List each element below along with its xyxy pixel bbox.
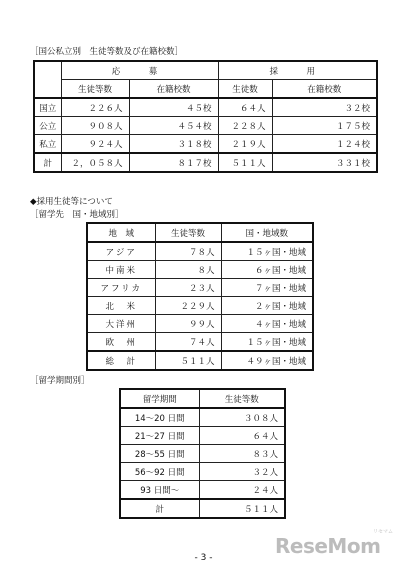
- cell: ３２校: [272, 98, 377, 117]
- table-row: [34, 135, 377, 154]
- countries-cell: ６ヶ国・地域: [221, 261, 313, 279]
- region-cell: アフリカ: [87, 279, 155, 297]
- cell: ４５校: [129, 98, 218, 117]
- header-adoption: 採 用: [218, 61, 377, 80]
- students-cell: ２４人: [199, 481, 285, 500]
- cell: ３３１校: [272, 153, 377, 172]
- logo-small-text: リセマム: [373, 529, 393, 535]
- table-row: [120, 408, 285, 427]
- header-adopt-schools: 在籍校数: [272, 80, 377, 99]
- region-cell: 北 米: [87, 297, 155, 315]
- table-row: [120, 445, 285, 463]
- countries-cell: ７ヶ国・地域: [221, 279, 313, 297]
- table-row: [34, 117, 377, 135]
- countries-cell: １５ヶ国・地域: [221, 333, 313, 352]
- destination-table: [86, 222, 314, 371]
- table-row: [87, 261, 313, 279]
- duration-table: [119, 388, 286, 519]
- cell: ５１１人: [218, 153, 272, 172]
- table-row: [87, 279, 313, 297]
- region-cell: アジア: [87, 242, 155, 261]
- row-label: 私立: [34, 135, 61, 154]
- cell: １２４校: [272, 135, 377, 154]
- countries-cell: ２ヶ国・地域: [221, 297, 313, 315]
- cell: ９２４人: [61, 135, 129, 154]
- table-row: [87, 242, 313, 261]
- table-row: [120, 481, 285, 500]
- cell: ２，０５８人: [61, 153, 129, 172]
- countries-cell: ４ヶ国・地域: [221, 315, 313, 333]
- region-cell: 欧 州: [87, 333, 155, 352]
- cell: ２１９人: [218, 135, 272, 154]
- section2-heading: ◆採用生徒等について: [30, 197, 113, 207]
- students-cell: ２２９人: [155, 297, 221, 315]
- table-row: [87, 333, 313, 352]
- header-region: 地 域: [87, 223, 155, 242]
- countries-cell: １５ヶ国・地域: [221, 242, 313, 261]
- cell: ９０８人: [61, 117, 129, 135]
- header-applicants: 生徒等数: [61, 80, 129, 99]
- header-students: 生徒等数: [155, 223, 221, 242]
- header-period: 留学期間: [120, 389, 199, 408]
- table-row: [87, 315, 313, 333]
- students-cell: ５１１人: [155, 351, 221, 370]
- countries-cell: ４９ヶ国・地域: [221, 351, 313, 370]
- header-app-schools: 在籍校数: [129, 80, 218, 99]
- table-row: [120, 463, 285, 481]
- total-row: [87, 351, 313, 370]
- period-cell: 56～92 日間: [120, 463, 199, 481]
- students-cell: ９９人: [155, 315, 221, 333]
- students-cell: ５１１人: [199, 499, 285, 518]
- total-row: [34, 153, 377, 172]
- logo-text: ReseMom: [275, 534, 381, 558]
- table-row: [120, 427, 285, 445]
- table-row: [34, 98, 377, 117]
- table1-caption: ［国公私立別 生徒等数及び在籍校数］: [30, 47, 184, 57]
- region-cell: 中南米: [87, 261, 155, 279]
- region-cell: 総 計: [87, 351, 155, 370]
- students-cell: ８人: [155, 261, 221, 279]
- cell: １７５校: [272, 117, 377, 135]
- header-blank: [34, 61, 61, 98]
- students-cell: ７８人: [155, 242, 221, 261]
- page-number: - 3 -: [194, 553, 213, 563]
- header-countries: 国・地域数: [221, 223, 313, 242]
- table2-caption: ［留学先 国・地域別］: [30, 210, 124, 220]
- students-cell: ３０８人: [199, 408, 285, 427]
- cell: ３１８校: [129, 135, 218, 154]
- cell: ２２８人: [218, 117, 272, 135]
- row-label: 計: [34, 153, 61, 172]
- row-label: 国立: [34, 98, 61, 117]
- period-cell: 14～20 日間: [120, 408, 199, 427]
- cell: ６４人: [218, 98, 272, 117]
- period-cell: 計: [120, 499, 199, 518]
- school-type-table: [33, 60, 378, 173]
- students-cell: ８３人: [199, 445, 285, 463]
- students-cell: ７４人: [155, 333, 221, 352]
- header-students: 生徒等数: [199, 389, 285, 408]
- total-row: [120, 499, 285, 518]
- resemom-logo: [275, 529, 393, 562]
- period-cell: 93 日間～: [120, 481, 199, 500]
- students-cell: ６４人: [199, 427, 285, 445]
- table3-caption: ［留学期間別］: [30, 376, 90, 386]
- header-application: 応 募: [61, 61, 218, 80]
- period-cell: 28～55 日間: [120, 445, 199, 463]
- students-cell: ３２人: [199, 463, 285, 481]
- students-cell: ２３人: [155, 279, 221, 297]
- table-row: [87, 297, 313, 315]
- cell: ８１７校: [129, 153, 218, 172]
- row-label: 公立: [34, 117, 61, 135]
- period-cell: 21～27 日間: [120, 427, 199, 445]
- header-adopted: 生徒数: [218, 80, 272, 99]
- region-cell: 大洋州: [87, 315, 155, 333]
- cell: ２２６人: [61, 98, 129, 117]
- cell: ４５４校: [129, 117, 218, 135]
